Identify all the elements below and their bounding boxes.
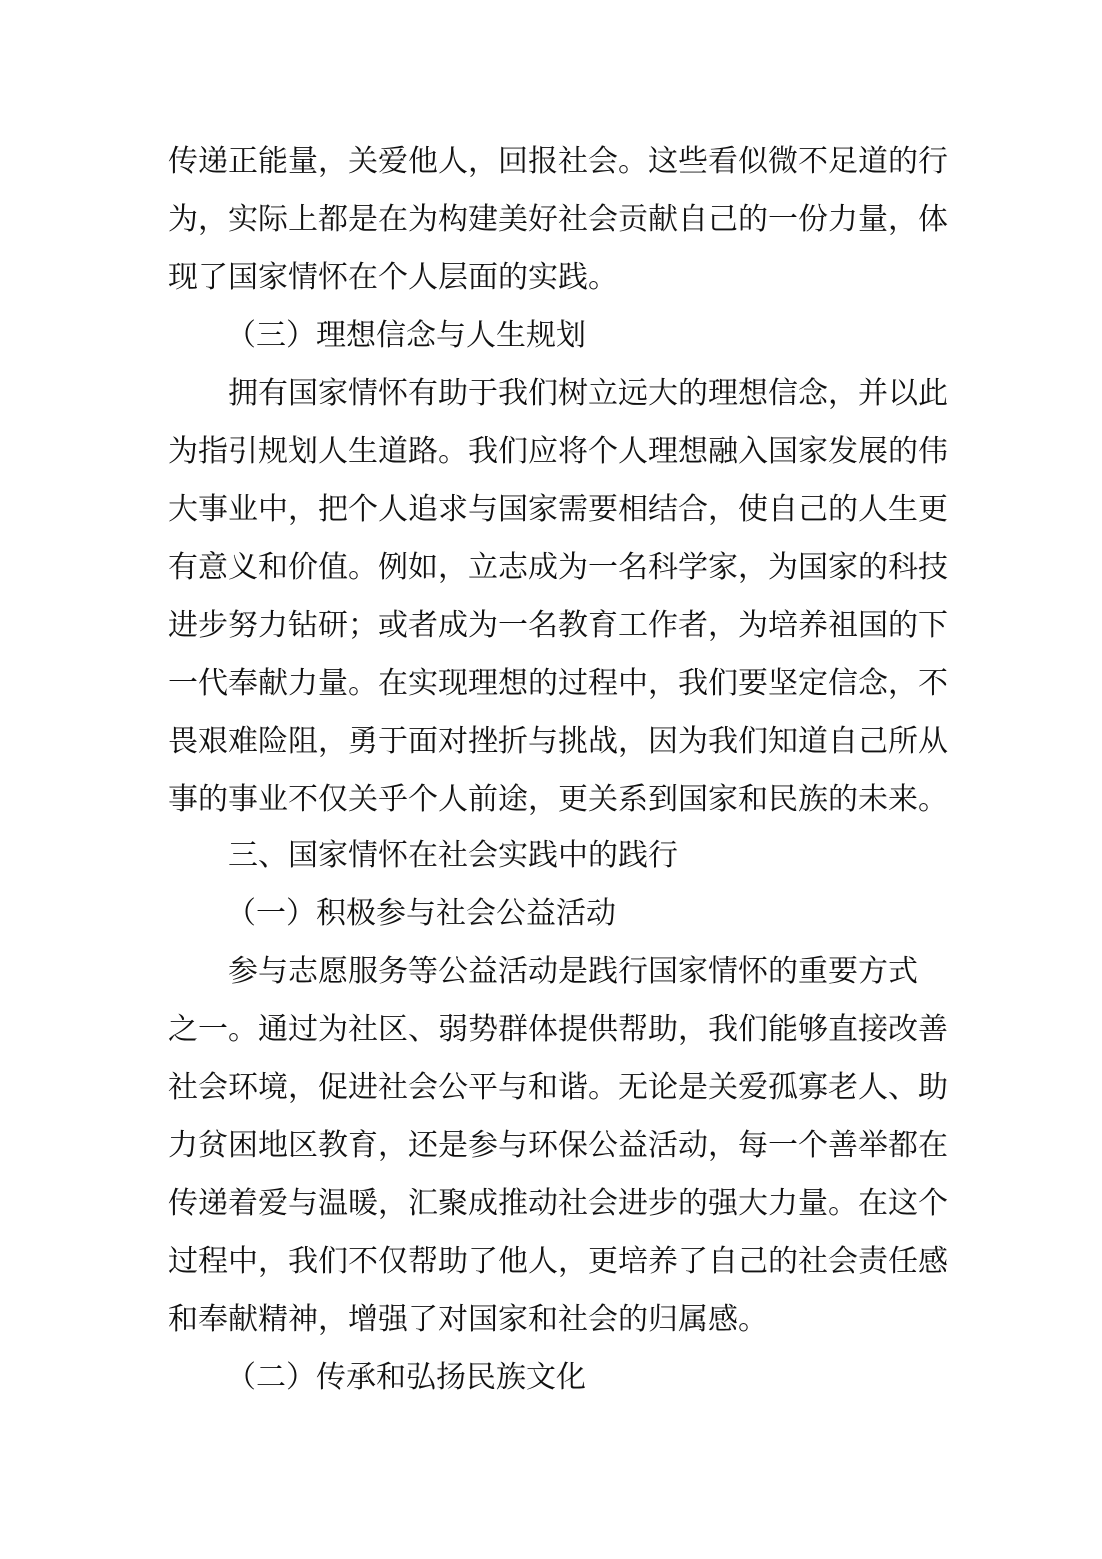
body-line: 有意义和价值。例如，立志成为一名科学家，为国家的科技 (168, 550, 948, 585)
body-line: 过程中，我们不仅帮助了他人，更培养了自己的社会责任感 (168, 1244, 948, 1279)
body-line: 事的事业不仅关乎个人前途，更关系到国家和民族的未来。 (168, 782, 948, 817)
paragraph-first-line: 拥有国家情怀有助于我们树立远大的理想信念，并以此 (228, 376, 948, 411)
body-line: 大事业中，把个人追求与国家需要相结合，使自己的人生更 (168, 492, 948, 527)
subsection-heading: （二）传承和弘扬民族文化 (226, 1360, 586, 1395)
body-line: 畏艰难险阻，勇于面对挫折与挑战，因为我们知道自己所从 (168, 724, 948, 759)
body-line: 传递正能量，关爱他人，回报社会。这些看似微不足道的行 (168, 144, 948, 179)
paragraph-first-line: 参与志愿服务等公益活动是践行国家情怀的重要方式 (228, 954, 918, 989)
section-heading: 三、国家情怀在社会实践中的践行 (228, 838, 678, 873)
body-line: 进步努力钻研；或者成为一名教育工作者，为培养祖国的下 (168, 608, 948, 643)
body-line: 一代奉献力量。在实现理想的过程中，我们要坚定信念，不 (168, 666, 948, 701)
body-line: 为指引规划人生道路。我们应将个人理想融入国家发展的伟 (168, 434, 948, 469)
subsection-heading: （一）积极参与社会公益活动 (226, 896, 616, 931)
body-line: 和奉献精神，增强了对国家和社会的归属感。 (168, 1302, 768, 1337)
subsection-heading: （三）理想信念与人生规划 (226, 318, 586, 353)
body-line: 社会环境，促进社会公平与和谐。无论是关爱孤寡老人、助 (168, 1070, 948, 1105)
body-line: 传递着爱与温暖，汇聚成推动社会进步的强大力量。在这个 (168, 1186, 948, 1221)
body-line: 现了国家情怀在个人层面的实践。 (168, 260, 618, 295)
body-line: 为，实际上都是在为构建美好社会贡献自己的一份力量，体 (168, 202, 948, 237)
body-line: 之一。通过为社区、弱势群体提供帮助，我们能够直接改善 (168, 1012, 948, 1047)
body-line: 力贫困地区教育，还是参与环保公益活动，每一个善举都在 (168, 1128, 948, 1163)
